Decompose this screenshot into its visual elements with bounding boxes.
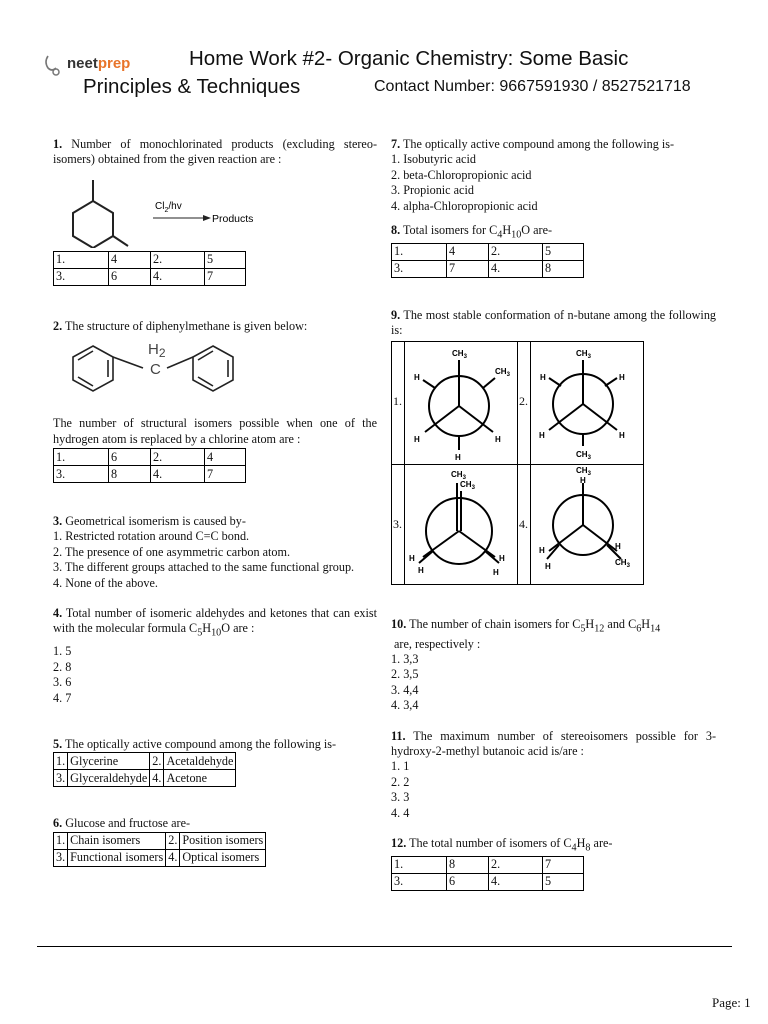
newman-projection-4 — [531, 465, 643, 585]
conformation-label-4: 4. — [519, 516, 528, 531]
page-title-line2: Principles & Techniques — [83, 75, 301, 98]
logo-wordmark: neetprep — [67, 55, 131, 72]
svg-text:CH3: $CH_3$ — [452, 348, 467, 360]
stethoscope-icon — [46, 56, 56, 70]
svg-text:H: H — [539, 430, 545, 440]
svg-text:H: H — [418, 565, 424, 575]
svg-text:CH3: $CH_3$ — [495, 366, 510, 378]
q5-options-table: 1. Glycerine 2. Acetaldehyde 3. Glyceraldehyde 4. Acetone — [53, 752, 236, 787]
conformation-label-2: 2. — [519, 393, 528, 408]
conformation-label-3: 3. — [393, 516, 402, 531]
cyclohexane-structure — [73, 180, 128, 248]
svg-text:H: H — [455, 452, 461, 462]
contact-number: Contact Number: 9667591930 / 8527521718 — [374, 78, 691, 95]
newman-projection-3 — [405, 465, 517, 585]
svg-text:H2: $H_2$ — [148, 341, 166, 361]
svg-text:H: H — [409, 553, 415, 563]
svg-text:CH3: $CH_3$ — [576, 465, 591, 477]
svg-text:H: H — [540, 372, 546, 382]
svg-text:H: H — [495, 434, 501, 444]
svg-text:CH3: $CH_3$ — [460, 479, 475, 491]
question-9: 9. The most stable conformation of n-butane among the following is: 1. 2. 3. 4. $CH_3$ $CH_3$ H H H H $CH_3$ H H H H $CH_3$ $CH_3$ $CH_3$ H H H H $CH_3$ H H H H $CH_3$ — [391, 308, 716, 585]
svg-text:H: H — [545, 561, 551, 571]
question-6: 6. Glucose and fructose are- 1. Chain isomers 2. Position isomers 3. Functional isomers 4. Optical isomers — [53, 816, 377, 866]
question-1: 1. Number of monochlorinated products (excluding stereo-isomers) obtained from the given reaction are : $Cl_2/hv$ Products 1. 4 2. 5 3. 6 4. 7 — [53, 137, 377, 286]
products-label: Products — [212, 212, 254, 225]
question-8: 8. Total isomers for $C_4H_{10}O$ are- 1. 4 2. 5 3. 7 4. 8 — [391, 223, 716, 278]
question-2: 2. The structure of diphenylmethane is given below: $H_2$ C The number of structural isomers possible when one of the hydrogen atom is replaced by a chlorine atom are : 1. 6 2. 4 3. 8 4. 7 — [53, 319, 377, 483]
diphenylmethane-structure — [53, 334, 253, 402]
q6-options-table: 1. Chain isomers 2. Position isomers 3. Functional isomers 4. Optical isomers — [53, 832, 266, 867]
svg-text:H: H — [580, 475, 586, 485]
q8-options-table: 1. 4 2. 5 3. 7 4. 8 — [391, 243, 584, 278]
question-5: 5. The optically active compound among the following is- 1. Glycerine 2. Acetaldehyde 3. Glyceraldehyde 4. Acetone — [53, 737, 377, 787]
svg-text:C: C — [150, 361, 161, 379]
conformation-label-1: 1. — [393, 393, 402, 408]
svg-text:Cl2/hv: $Cl_2/hv$ — [155, 200, 182, 214]
question-11: 11. The maximum number of stereoisomers possible for 3-hydroxy-2-methyl butanoic acid is/are : 1. 1 2. 2 3. 3 4. 4 — [391, 728, 717, 820]
svg-text:H: H — [619, 430, 625, 440]
svg-text:H: H — [414, 434, 420, 444]
newman-projection-1 — [405, 342, 517, 464]
question-10: 10. The number of chain isomers for $C_5H_{12}$ and $C_6H_{14}$ are, respectively : 1. 3,3 2. 3,5 3. 4,4 4. 3,4 — [391, 616, 661, 713]
left-column — [53, 137, 377, 867]
svg-text:H: H — [539, 545, 545, 555]
svg-text:CH3: $CH_3$ — [451, 469, 466, 481]
svg-text:H: H — [414, 372, 420, 382]
svg-text:H: H — [499, 553, 505, 563]
question-3: 3. Geometrical isomerism is caused by- 1. Restricted rotation around C=C bond. 2. The presence of one asymmetric carbon atom. 3. The different groups attached to the same functional group. 4. None of the above. — [53, 514, 355, 590]
page-title-line1: Home Work #2- Organic Chemistry: Some Basic — [189, 47, 629, 70]
page-number: Page: 1 — [712, 995, 751, 1010]
question-12: 12. The total number of isomers of $C_4H_8$ are- 1. 8 2. 7 3. 6 4. 5 — [391, 836, 716, 891]
q12-options-table: 1. 8 2. 7 3. 6 4. 5 — [391, 856, 584, 891]
svg-text:CH3: $CH_3$ — [615, 557, 630, 569]
svg-text:CH3: $CH_3$ — [576, 348, 591, 360]
newman-projections-grid — [391, 341, 644, 585]
svg-text:H: H — [615, 541, 621, 551]
q2-options-table: 1. 6 2. 4 3. 8 4. 7 — [53, 448, 246, 483]
newman-projection-2 — [531, 342, 643, 464]
svg-text:H: H — [493, 567, 499, 577]
right-column — [391, 137, 716, 891]
question-4: 4. Total number of isomeric aldehydes and ketones that can exist with the molecular formula $C_5H_{10}O$ are : 1. 5 2. 8 3. 6 4. 7 — [53, 606, 378, 705]
footer-divider — [37, 946, 732, 947]
q1-options-table: 1. 4 2. 5 3. 6 4. 7 — [53, 251, 246, 286]
svg-text:CH3: $CH_3$ — [576, 449, 591, 461]
reaction-diagram — [53, 168, 283, 248]
question-7: 7. The optically active compound among the following is- 1. Isobutyric acid 2. beta-Chloropropionic acid 3. Propionic acid 4. alpha-Chloropropionic acid — [391, 137, 675, 213]
svg-text:H: H — [619, 372, 625, 382]
